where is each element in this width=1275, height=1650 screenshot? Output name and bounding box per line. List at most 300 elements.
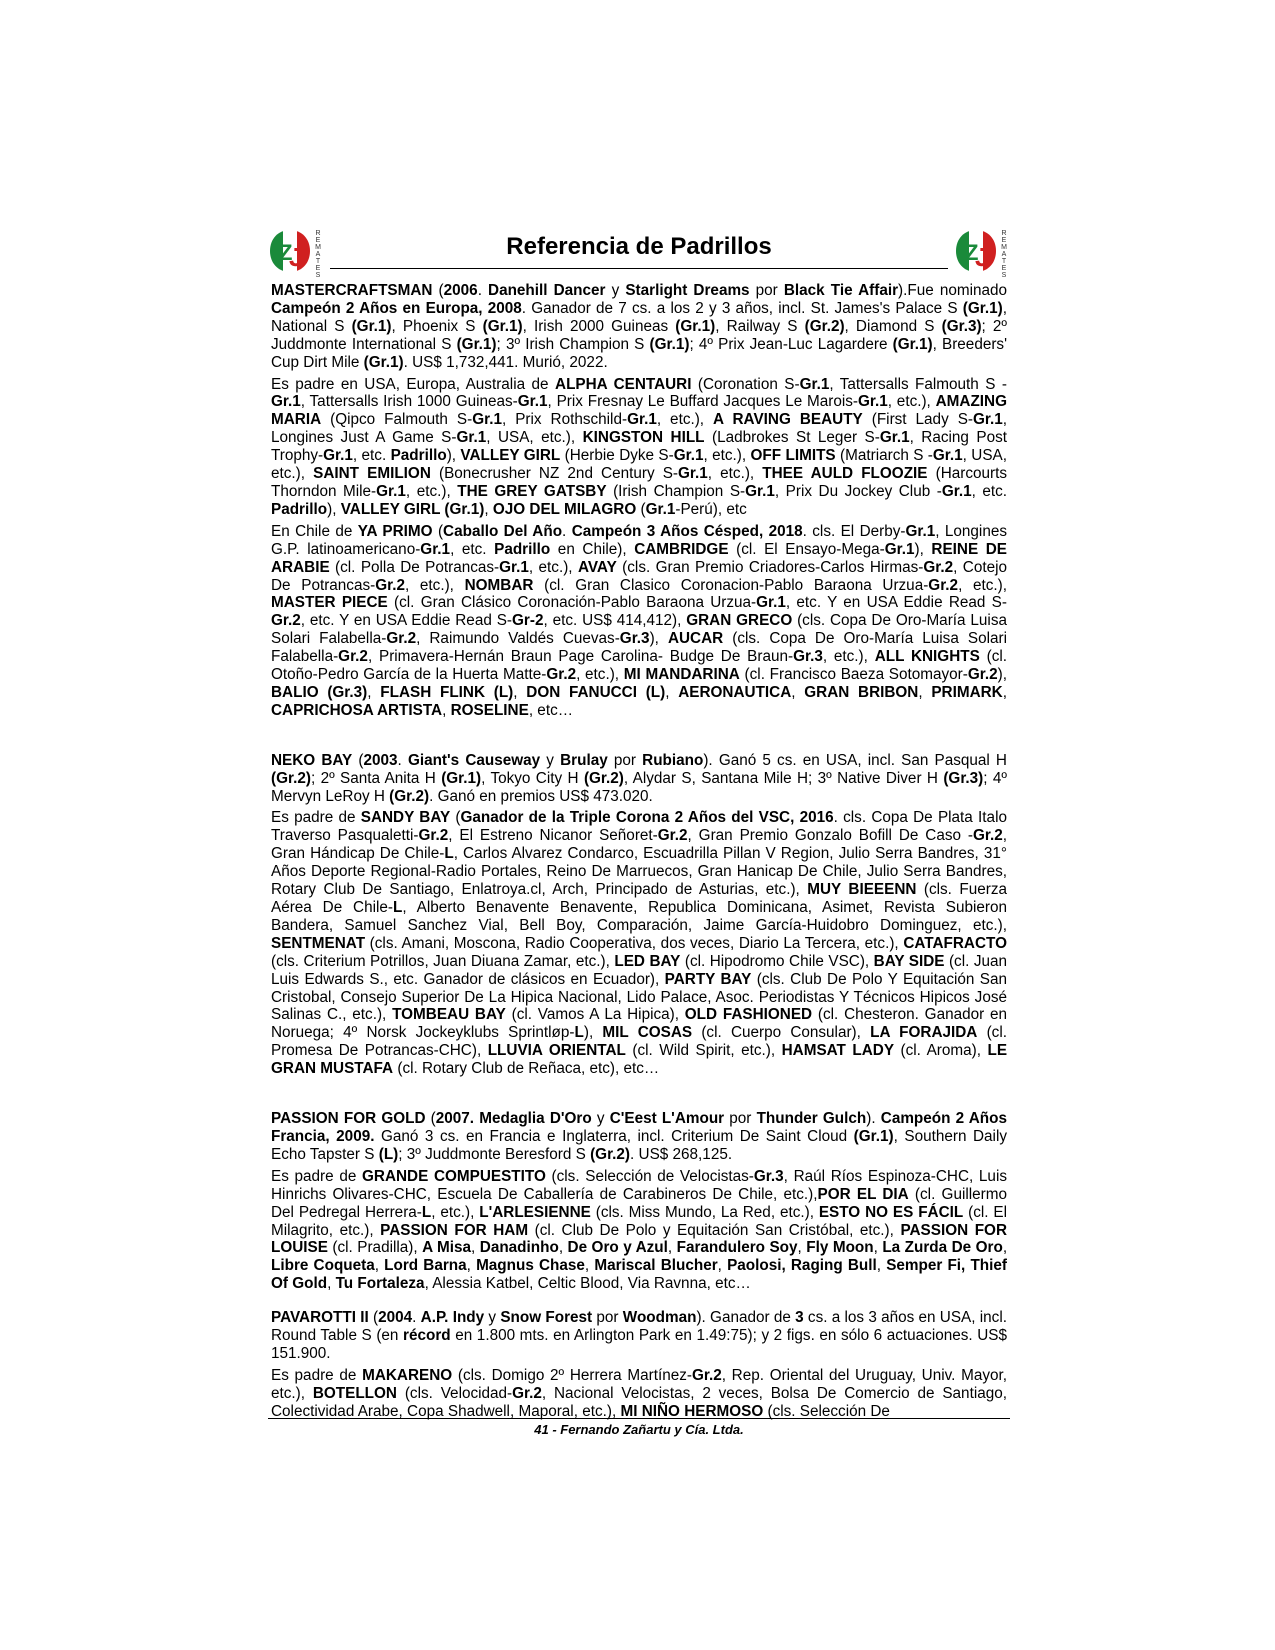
text: , xyxy=(513,683,527,701)
text: (cl. Chesteron. Ganador en Noruega; 4º Norsk Jockeyklubs Sprintløp- xyxy=(271,1006,1008,1042)
text: , Prix Du Jockey Club - xyxy=(774,482,942,500)
text: (Qipco Falmouth S- xyxy=(321,411,473,429)
text: . xyxy=(477,282,489,299)
text: , Raimundo Valdés Cuevas- xyxy=(416,630,620,648)
bold-text: Caballo Del Año xyxy=(443,522,563,540)
text: (cls. Velocidad- xyxy=(396,1384,513,1402)
bold-text: AMAZING MARIA xyxy=(271,393,1007,429)
bold-text: (Gr.1) xyxy=(675,317,716,335)
bold-text: Gr.3 xyxy=(619,630,650,648)
entry-pavarotti-ii xyxy=(271,1309,1007,1420)
text: ), xyxy=(649,630,668,648)
bold-text: (Gr.3) xyxy=(941,317,982,335)
text: y xyxy=(605,282,626,299)
text: . Ganó en premios US$ 473.020. xyxy=(429,787,653,805)
bold-text: LA FORAJIDA xyxy=(870,1024,978,1042)
text: , etc. Y en USA Eddie Read S- xyxy=(785,594,1007,612)
text: (cl. Vamos A La Hipica), xyxy=(505,1006,685,1024)
text: , Irish 2000 Guineas xyxy=(522,317,676,335)
bold-text: Gr.1 xyxy=(941,482,972,500)
bold-text: MASTERCRAFTSMAN xyxy=(271,282,433,299)
text: (cl. El Milagrito, etc.), xyxy=(271,1203,1007,1239)
text: . cls. Copa De Plata Italo Traverso Pasqualetti- xyxy=(271,809,1007,845)
text: , Alberto Benavente Benavente, Republica Dominicana, Asimet, Revista Subieron Bandera, Samuel Sanchez Vial, Bell Boy, Comparación, Jaime García-Huidobro Dominguez, etc.), xyxy=(271,899,1007,934)
text: , etc… xyxy=(528,701,574,719)
text: (First Lady S- xyxy=(862,411,973,429)
bold-text: CATAFRACTO xyxy=(903,934,1007,952)
page-header xyxy=(268,228,1010,279)
text: , etc.), xyxy=(404,576,465,594)
text: (cl. Rotary Club de Reñaca, etc), etc… xyxy=(393,1060,660,1078)
logo-caption-right: REMATES xyxy=(1001,230,1007,279)
text: , Alydar S, Santana Mile H; 3º Native Diver H xyxy=(623,769,944,787)
bold-text: Mariscal Blucher xyxy=(594,1257,718,1275)
text: (cls. Amani, Moscona, Radio Cooperativa, dos veces, Diario La Tercera, etc.), xyxy=(365,934,904,952)
text: (Harcourts Thorndon Mile- xyxy=(271,465,1008,500)
text: (cls. Domigo 2º Herrera Martínez- xyxy=(452,1366,692,1384)
bold-text: MI MANDARINA xyxy=(623,666,740,684)
text: (cl. El Ensayo-Mega- xyxy=(728,540,885,558)
bold-text: GRAN GRECO xyxy=(686,612,793,630)
text: ; 2º Santa Anita H xyxy=(310,769,442,787)
bold-text: Gr.1 xyxy=(799,375,830,393)
bold-text: Snow Forest xyxy=(500,1309,593,1327)
text: ; 3º Juddmonte Beresford S xyxy=(398,1145,591,1163)
text: ). Ganó 5 cs. en USA, incl. San Pasqual H xyxy=(703,751,1007,769)
text: . Ganador de 7 cs. a los 2 y 3 años, incl. St. James's Palace S xyxy=(521,299,963,317)
bold-text: SENTMENAT xyxy=(271,934,366,952)
title-underline xyxy=(330,268,948,269)
bold-text: Tu Fortaleza xyxy=(335,1275,425,1293)
bold-text: (Gr.1) xyxy=(441,769,482,787)
bold-text: Gr.3 xyxy=(793,648,823,666)
svg-text:J: J xyxy=(975,242,990,272)
text: , Prix Fresnay Le Buffard Jacques Le Marois- xyxy=(547,393,858,411)
text: , Cotejo De Potrancas- xyxy=(271,558,1008,594)
bold-text: GRAN BRIBON xyxy=(804,683,919,701)
text: (cls. Selección de Velocistas- xyxy=(545,1167,754,1185)
footer-rule xyxy=(268,1418,1010,1419)
text: (cl. Gran Clásico Coronación-Pablo Baraona Urzua- xyxy=(387,594,757,612)
bold-text: PASSION FOR HAM xyxy=(380,1221,529,1239)
bold-text: AVAY xyxy=(577,558,617,576)
bold-text: Padrillo xyxy=(390,447,447,465)
bold-text: Black Tie Affair xyxy=(783,282,899,299)
text: (cls. Criterium Potrillos, Juan Diuana Zamar, etc.), xyxy=(271,952,615,970)
text: , Prix Rothschild- xyxy=(501,411,628,429)
bold-text: (Gr.2) xyxy=(590,1145,631,1163)
stallion-references xyxy=(271,282,1007,1425)
bold-text: Thunder Gulch xyxy=(756,1110,867,1128)
text: (Irish Champion S- xyxy=(606,482,746,500)
text: , etc. xyxy=(450,540,495,558)
bold-text: (Gr.1) xyxy=(482,317,523,335)
text: . xyxy=(562,522,572,540)
text: (cl. Otoño-Pedro García de la Huerta Matte- xyxy=(271,648,1008,684)
bold-text: SAINT EMILION xyxy=(313,465,431,483)
text: (cl. Aroma), xyxy=(894,1042,988,1060)
text: ; 3º Irish Champion S xyxy=(496,335,650,353)
bold-text: 2006 xyxy=(443,282,478,299)
text: (cls. Fuerza Aérea De Chile- xyxy=(271,881,1007,916)
text: , Railway S xyxy=(715,317,805,335)
bold-text: ROSELINE xyxy=(450,701,529,719)
bold-text: Paolosi, Raging Bull xyxy=(727,1257,877,1275)
text: en 1.800 mts. en Arlington Park en 1.49:75); y 2 figs. en sólo 6 actuaciones. US$ 151.900. xyxy=(271,1327,1007,1362)
text: por xyxy=(724,1110,757,1128)
bold-text: AUCAR xyxy=(667,630,724,648)
bold-text: Gr.2 xyxy=(418,827,449,845)
bold-text: Semper Fi, Thief Of Gold xyxy=(271,1257,1007,1293)
bold-text: Gr.1 xyxy=(932,447,963,465)
bold-text: NEKO BAY xyxy=(271,751,353,769)
bold-text: 2007. Medaglia D'Oro xyxy=(435,1110,592,1128)
text: , Alessia Katbel, Celtic Blood, Via Ravnna, etc… xyxy=(424,1275,751,1293)
text: Es padre de xyxy=(271,1366,363,1384)
text: -Perú), etc xyxy=(675,500,747,518)
text: , Diamond S xyxy=(844,317,942,335)
bold-text: Gr.1 xyxy=(517,393,548,411)
text: (cl. Gran Clasico Coronacion-Pablo Baraona Urzua- xyxy=(533,576,929,594)
bold-text: THEE AULD FLOOZIE xyxy=(762,465,928,483)
text: (cls. Copa De Oro-María Luisa Solari Falabella- xyxy=(271,612,1007,648)
text: cs. a los 3 años en USA, incl. Round Table S (en xyxy=(271,1309,1007,1345)
text: (cls. Copa De Oro-María Luisa Solari Falabella- xyxy=(271,630,1007,666)
bold-text: Gr.1 xyxy=(745,482,775,500)
bold-text: (Gr.1) xyxy=(962,299,1003,317)
bold-text: THE GREY GATSBY xyxy=(457,482,607,500)
bold-text: Gr.2 xyxy=(691,1366,722,1384)
text: . US$ 1,732,441. Murió, 2022. xyxy=(403,353,608,371)
text: . cls. El Derby- xyxy=(802,522,906,540)
text: , xyxy=(1002,683,1007,701)
text: , xyxy=(665,683,679,701)
bold-text: Padrillo xyxy=(271,500,328,518)
bold-text: Gr.1 xyxy=(673,447,704,465)
text: Es padre en USA, Europa, Australia de xyxy=(271,375,556,393)
text: ( xyxy=(636,500,646,518)
bold-text: Gr.2 xyxy=(375,576,405,594)
text: , etc.), xyxy=(958,576,1007,594)
text: (cl. Hipodromo Chile VSC), xyxy=(680,952,874,970)
text: , etc. Y en USA Eddie Read S- xyxy=(300,612,512,630)
bold-text: LLUVIA ORIENTAL xyxy=(487,1042,626,1060)
bold-text: Gr.1 xyxy=(905,522,936,540)
entry-offspring xyxy=(271,809,1007,1078)
bold-text: Gr.1 xyxy=(456,429,487,447)
bold-text: Gr.3 xyxy=(753,1167,784,1185)
zanartu-logo-right xyxy=(954,228,1010,279)
bold-text: PASSION FOR GOLD xyxy=(271,1110,426,1128)
bold-text: L xyxy=(444,845,454,863)
bold-text: (Gr.2) xyxy=(583,769,624,787)
entry-neko-bay xyxy=(271,752,1007,1078)
bold-text: (Gr.1) xyxy=(853,1127,894,1145)
bold-text: A RAVING BEAUTY xyxy=(713,411,863,429)
text: por xyxy=(592,1309,623,1327)
text: ( xyxy=(368,1309,379,1327)
bold-text: L'ARLESIENNE xyxy=(479,1203,591,1221)
text: (cl. Cuerpo Consular), xyxy=(692,1024,871,1042)
bold-text: La Zurda De Oro xyxy=(882,1239,1003,1257)
text: ; 2º Juddmonte International S xyxy=(271,317,1008,353)
bold-text: A Misa xyxy=(422,1239,472,1257)
bold-text: OFF LIMITS xyxy=(750,447,836,465)
text: , etc.), xyxy=(576,666,624,684)
text: y xyxy=(540,751,561,769)
text: , xyxy=(367,683,381,701)
bold-text: Gr.1 xyxy=(376,482,406,500)
text: y xyxy=(484,1309,501,1327)
text: (cls. Club De Polo Y Equitación San Cristobal, Consejo Superior De La Hipica Nacional, Lido Palace, Asoc. Periodistas Y Técnicos Hipicos José Salinas C., etc.), xyxy=(271,970,1008,1024)
text: Es padre de xyxy=(271,1167,362,1185)
text: , Tattersalls Falmouth S - xyxy=(829,375,1007,393)
text: , Gran Premio Gonzalo Bofill De Caso - xyxy=(687,827,973,845)
entry-offspring-chile xyxy=(271,523,1007,720)
text: , xyxy=(918,683,932,701)
bold-text: (Gr.2) xyxy=(804,317,845,335)
text: , etc.), xyxy=(703,447,751,465)
bold-text: 3 xyxy=(795,1309,804,1327)
text: (cls. Gran Premio Criadores-Carlos Hirmas- xyxy=(616,558,924,576)
bold-text: Gr.1 xyxy=(858,393,888,411)
entry-summary xyxy=(271,752,1007,806)
bold-text: Gr.1 xyxy=(645,500,676,518)
logo-caption: REMATES xyxy=(315,230,321,279)
bold-text: MASTER PIECE xyxy=(271,594,388,612)
bold-text: (Gr.1) xyxy=(363,353,404,371)
entry-offspring xyxy=(271,1367,1007,1421)
text: Ganó 3 cs. en Francia e Inglaterra, incl. Criterium De Saint Cloud xyxy=(374,1127,854,1145)
bold-text: VALLEY GIRL (Gr.1) xyxy=(340,500,485,518)
entry-summary xyxy=(271,1309,1007,1363)
bold-text: (Gr.2) xyxy=(271,769,311,787)
bold-text: Gr.2 xyxy=(386,630,417,648)
text: ), xyxy=(997,666,1007,684)
bold-text: 2004 xyxy=(378,1309,413,1327)
bold-text: Gr.2 xyxy=(923,558,954,576)
bold-text: récord xyxy=(403,1327,451,1345)
bold-text: C'Eest L'Amour xyxy=(609,1110,725,1128)
text: ), xyxy=(446,447,461,465)
bold-text: BOTELLON xyxy=(312,1384,397,1402)
text: ( xyxy=(432,522,444,540)
bold-text: Magnus Chase xyxy=(476,1257,585,1275)
svg-text:Z: Z xyxy=(279,240,293,265)
text: (Matriarch S - xyxy=(835,447,933,465)
bold-text: BAY SIDE xyxy=(873,952,945,970)
bold-text: CAMBRIDGE xyxy=(634,540,729,558)
bold-text: 2003 xyxy=(363,751,398,769)
bold-text: De Oro y Azul xyxy=(567,1239,668,1257)
bold-text: LE GRAN MUSTAFA xyxy=(271,1042,1008,1078)
text: , Raúl Ríos Espinoza-CHC, Luis Hinrichs Olivares-CHC, Escuela De Caballería de Carabineros De Chile, etc.), xyxy=(271,1167,1007,1203)
bold-text: PRIMARK xyxy=(931,683,1003,701)
bold-text: Campeón 3 Años Césped, 2018 xyxy=(571,522,803,540)
bold-text: L xyxy=(421,1203,432,1221)
text: , etc.), xyxy=(656,411,714,429)
bold-text: Danadinho xyxy=(479,1239,559,1257)
text: (cl. Club De Polo y Equitación San Cristóbal, etc.), xyxy=(528,1221,901,1239)
bold-text: Gr.2 xyxy=(338,648,368,666)
text: ( xyxy=(450,809,461,827)
bold-text: Gr.2 xyxy=(973,827,1003,845)
text: , Tokyo City H xyxy=(481,769,584,787)
bold-text: Gr.1 xyxy=(271,393,301,411)
bold-text: Brulay xyxy=(560,751,608,769)
bold-text: Ganador de la Triple Corona 2 Años del VSC, 2016 xyxy=(460,809,834,827)
bold-text: OJO DEL MILAGRO xyxy=(492,500,637,518)
text: , Phoenix S xyxy=(391,317,483,335)
bold-text: Gr.1 xyxy=(879,429,910,447)
text: (Bonecrusher NZ 2nd Century S- xyxy=(430,465,679,483)
bold-text: REINE DE ARABIE xyxy=(271,540,1007,576)
text: , etc. xyxy=(971,482,1008,500)
bold-text: Farandulero Soy xyxy=(676,1239,798,1257)
page-footer: 41 - Fernando Zañartu y Cía. Ltda. xyxy=(534,1422,744,1437)
text: , xyxy=(791,683,805,701)
entry-summary xyxy=(271,1110,1007,1164)
bold-text: TOMBEAU BAY xyxy=(392,1006,506,1024)
text: , xyxy=(876,1257,887,1275)
text: ), xyxy=(583,1024,603,1042)
bold-text: NOMBAR xyxy=(464,576,534,594)
text: (cl. Wild Spirit, etc.), xyxy=(625,1042,782,1060)
bold-text: MUY BIEEENN xyxy=(807,881,917,899)
text: (cl. Promesa De Potrancas-CHC), xyxy=(271,1024,1007,1060)
bold-text: PARTY BAY xyxy=(664,970,752,988)
svg-text:Z: Z xyxy=(965,240,979,265)
entry-summary xyxy=(271,282,1007,372)
text: , xyxy=(873,1239,883,1257)
text: , El Estreno Nicanor Señoret- xyxy=(448,827,658,845)
text: , etc.), xyxy=(431,1203,480,1221)
text: y xyxy=(591,1110,610,1128)
text: , Longines Just A Game S- xyxy=(271,411,1008,447)
text: , xyxy=(717,1257,728,1275)
bold-text: Campeón 2 Años Francia, 2009. xyxy=(271,1110,1007,1145)
bold-text: (Gr.3) xyxy=(943,769,984,787)
text: , xyxy=(466,1257,477,1275)
entry-offspring xyxy=(271,1168,1007,1293)
bold-text: OLD FASHIONED xyxy=(684,1006,813,1024)
text: , xyxy=(558,1239,568,1257)
text: ( xyxy=(425,1110,436,1128)
text: (cl. Francisco Baeza Sotomayor- xyxy=(739,666,968,684)
entry-offspring-abroad xyxy=(271,376,1007,519)
bold-text: Giant's Causeway xyxy=(407,751,541,769)
text: , Rep. Oriental del Uruguay, Univ. Mayor, etc.), xyxy=(271,1366,1008,1402)
bold-text: LED BAY xyxy=(614,952,681,970)
text: , etc.), xyxy=(887,393,936,411)
entry-mastercraftsman xyxy=(271,282,1007,720)
text: , xyxy=(442,701,451,719)
text: , xyxy=(327,1275,336,1293)
text: , xyxy=(667,1239,677,1257)
text: En Chile de xyxy=(271,522,358,540)
bold-text: Libre Coqueta xyxy=(271,1257,375,1275)
text: Es padre de xyxy=(271,809,361,827)
bold-text: Gr.1 xyxy=(973,411,1003,429)
text: , xyxy=(584,1257,595,1275)
bold-text: VALLEY GIRL xyxy=(460,447,561,465)
bold-text: Gr.1 xyxy=(884,540,915,558)
bold-text: (Gr.1) xyxy=(649,335,690,353)
text: ; 4º Prix Jean-Luc Lagardere xyxy=(689,335,893,353)
text: , etc.), xyxy=(707,465,763,483)
bold-text: ESTO NO ES FÁCIL xyxy=(818,1203,964,1221)
bold-text: PASSION FOR LOUISE xyxy=(271,1221,1007,1257)
text: , etc.), xyxy=(528,558,578,576)
bold-text: Gr.2 xyxy=(657,827,688,845)
bold-text: MI NIÑO HERMOSO xyxy=(620,1402,764,1420)
text: (cls. Miss Mundo, La Red, etc.), xyxy=(590,1203,819,1221)
bold-text: Gr.1 xyxy=(756,594,786,612)
bold-text: HAMSAT LADY xyxy=(781,1042,895,1060)
text: , Longines G.P. latinoamericano- xyxy=(271,522,1007,558)
bold-text: Gr.1 xyxy=(678,465,708,483)
bold-text: PAVAROTTI II xyxy=(271,1309,369,1327)
bold-text: A.P. Indy xyxy=(420,1309,485,1327)
text: ). xyxy=(866,1110,881,1128)
text: , USA, etc.), xyxy=(486,429,583,447)
bold-text: Gr.2 xyxy=(271,612,301,630)
text: , etc. xyxy=(352,447,391,465)
text: , etc. US$ 414,412), xyxy=(543,612,687,630)
text: ), xyxy=(327,500,341,518)
bold-text: (Gr.1) xyxy=(456,335,497,353)
text: , Nacional Velocistas, 2 veces, Bolsa De Comercio de Santiago, Colectividad Arabe, Copa Shadwell, Maporal, etc.), xyxy=(271,1384,1007,1420)
bold-text: SANDY BAY xyxy=(360,809,451,827)
bold-text: MIL COSAS xyxy=(602,1024,693,1042)
text: (Ladbrokes St Leger S- xyxy=(704,429,880,447)
text: , xyxy=(374,1257,385,1275)
text: , Gran Hándicap De Chile- xyxy=(271,827,1008,863)
text: , xyxy=(471,1239,480,1257)
text: , USA, etc.), xyxy=(271,447,1008,483)
text: , Breeders' Cup Dirt Mile xyxy=(271,335,1007,371)
bold-text: Gr.2 xyxy=(928,576,959,594)
text: , xyxy=(1002,1239,1008,1257)
bold-text: L xyxy=(393,899,403,916)
bold-text: Danehill Dancer xyxy=(488,282,606,299)
text: en Chile), xyxy=(550,540,635,558)
text: , National S xyxy=(271,299,1007,335)
bold-text: Padrillo xyxy=(494,540,551,558)
text: , Carlos Alvarez Condarco, Escuadrilla Pillan V Region, Julio Serra Bandres, 31° Años Deporte Regional-Radio Portales, Reino De Marruecos, Gran Hanicap De Chile, Julio Serra Bandres, Rotary Club De Santiago, Enlatroya.cl, Arch, Principado de Asturias, etc.), xyxy=(271,845,1007,899)
text: , xyxy=(484,500,493,518)
bold-text: AERONAUTICA xyxy=(678,683,792,701)
bold-text: BALIO (Gr.3) xyxy=(271,683,368,701)
bold-text: (L) xyxy=(378,1145,399,1163)
text: ( xyxy=(432,282,444,299)
text: (cls. Selección De xyxy=(763,1402,890,1420)
text: (cl. Polla De Potrancas- xyxy=(329,558,500,576)
bold-text: (Gr.2) xyxy=(389,787,430,805)
text: . xyxy=(397,751,408,769)
bold-text: ALL KNIGHTS xyxy=(874,648,980,666)
bold-text: Gr.2 xyxy=(967,666,998,684)
bold-text: Gr.1 xyxy=(472,411,502,429)
text: (cl. Pradilla), xyxy=(327,1239,423,1257)
bold-text: Gr-2 xyxy=(512,612,544,630)
bold-text: Gr.1 xyxy=(420,540,451,558)
entry-passion-for-gold xyxy=(271,1110,1007,1293)
text: , Tattersalls Irish 1000 Guineas- xyxy=(300,393,518,411)
text: (cl. Juan Luis Edwards S., etc. Ganador de clásicos en Ecuador), xyxy=(271,952,1007,988)
bold-text: GRANDE COMPUESTITO xyxy=(362,1167,546,1185)
bold-text: Gr.1 xyxy=(323,447,353,465)
